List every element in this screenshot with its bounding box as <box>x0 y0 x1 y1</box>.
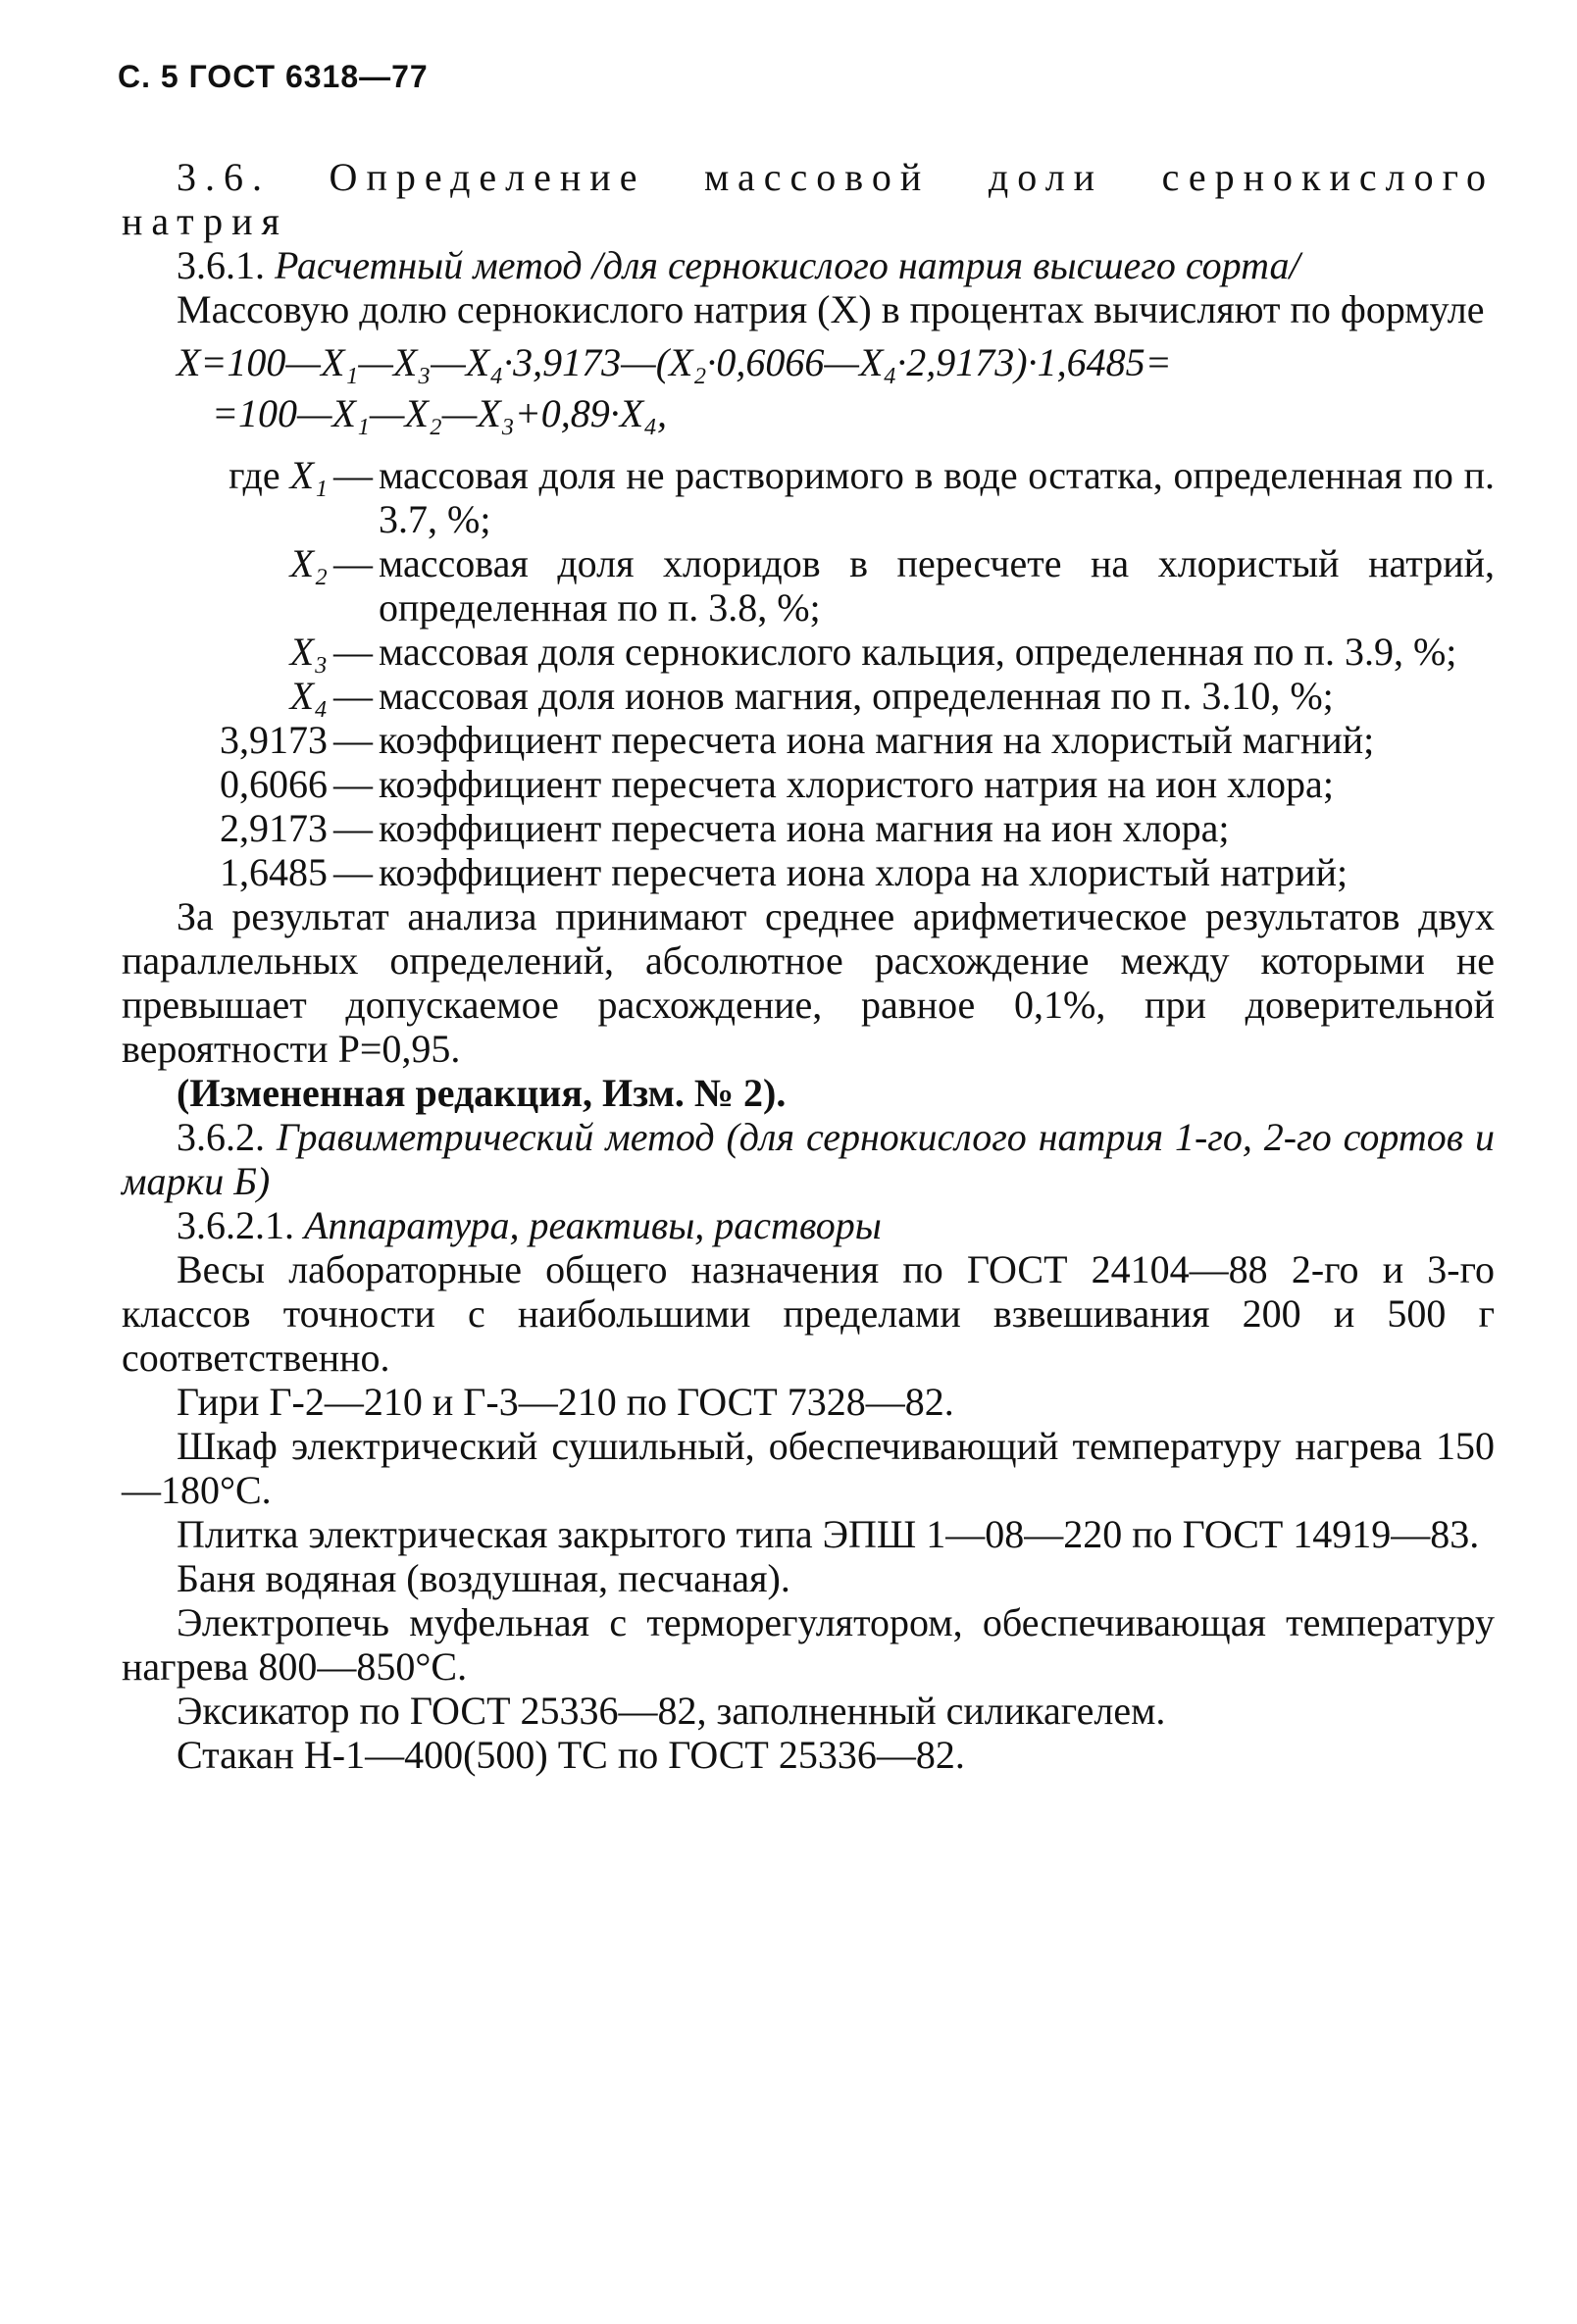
section-3-6-2-heading <box>122 1115 1495 1203</box>
definition-text: массовая доля хлоридов в пересчете на хлористый натрий, определенная по п. 3.8, %; <box>379 541 1495 630</box>
symbol-x1: X₁ <box>289 453 328 497</box>
section-3-6-2-1-heading <box>122 1203 1495 1247</box>
definition-text: коэффициент пересчета иона магния на ион хлора; <box>379 806 1230 850</box>
result-paragraph: За результат анализа принимают среднее арифметическое результатов двух параллельных определений, абсолютное расхождение между которыми не превышает допускаемое расхождение, равное 0,1%, при доверительной вероятности P=0,95. <box>122 894 1495 1071</box>
section-3-6-1-heading <box>122 243 1495 287</box>
section-3-6-title: 3.6. Определение массовой доли сернокислого натрия <box>122 155 1495 243</box>
definition-symbol: X₃ <box>289 630 328 674</box>
definitions-list <box>122 453 1495 894</box>
em-dash: — <box>333 850 373 894</box>
formula-line-2: =100—X₁—X₂—X₃+0,89·X₄, <box>212 391 668 435</box>
definition-text: массовая доля сернокислого кальция, определенная по п. 3.9, %; <box>379 630 1457 674</box>
definition-row <box>122 762 1495 806</box>
em-dash: — <box>333 541 373 585</box>
equipment-item: Плитка электрическая закрытого типа ЭПШ 1—08—220 по ГОСТ 14919—83. <box>177 1512 1480 1556</box>
equipment-item: Эксикатор по ГОСТ 25336—82, заполненный силикагелем. <box>177 1689 1166 1733</box>
section-3-6-2-1-title: Аппаратура, реактивы, растворы <box>304 1203 882 1247</box>
definition-text: коэффициент пересчета иона магния на хлористый магний; <box>379 718 1375 762</box>
section-3-6-2-title: Гравиметрический метод (для сернокислого натрия 1-го, 2-го сортов и марки Б) <box>122 1115 1495 1203</box>
section-3-6-2-1-number: 3.6.2.1. <box>177 1203 294 1247</box>
formula-block <box>122 337 1495 439</box>
definition-row <box>122 718 1495 762</box>
definition-symbol: 1,6485 <box>220 850 328 894</box>
section-3-6-1-number: 3.6.1. <box>177 243 265 287</box>
em-dash: — <box>333 806 373 850</box>
em-dash: — <box>333 718 373 762</box>
equipment-item: Шкаф электрический сушильный, обеспечивающий температуру нагрева 150—180°С. <box>122 1424 1495 1512</box>
where-word: где <box>229 453 280 497</box>
equipment-item: Стакан Н-1—400(500) ТС по ГОСТ 25336—82. <box>177 1733 965 1777</box>
definition-symbol: 3,9173 <box>220 718 328 762</box>
em-dash: — <box>333 630 373 674</box>
definition-row <box>122 541 1495 630</box>
definition-row <box>122 850 1495 894</box>
definition-text: массовая доля ионов магния, определенная по п. 3.10, %; <box>379 674 1334 718</box>
definition-symbol: X₂ <box>289 541 328 585</box>
definition-symbol <box>122 453 328 541</box>
definition-row <box>122 630 1495 674</box>
running-header: С. 5 ГОСТ 6318—77 <box>118 59 429 94</box>
equipment-item: Гири Г-2—210 и Г-3—210 по ГОСТ 7328—82. <box>177 1380 954 1424</box>
section-3-6-1-title: Расчетный метод /для сернокислого натрия высшего сорта/ <box>275 243 1300 287</box>
definition-row <box>122 806 1495 850</box>
document-body <box>122 155 1495 1777</box>
equipment-item: Электропечь муфельная с терморегулятором, обеспечивающая температуру нагрева 800—850°С. <box>122 1600 1495 1689</box>
definition-text: коэффициент пересчета иона хлора на хлористый натрий; <box>379 850 1348 894</box>
formula-intro: Массовую долю сернокислого натрия (X) в процентах вычисляют по формуле <box>177 287 1485 331</box>
definition-symbol: X₄ <box>289 674 328 718</box>
definition-symbol: 0,6066 <box>220 762 328 806</box>
definition-text: массовая доля не растворимого в воде остатка, определенная по п. 3.7, %; <box>379 453 1495 541</box>
section-3-6-2-number: 3.6.2. <box>177 1115 265 1159</box>
formula-line-1: X=100—X₁—X₃—X₄·3,9173—(X₂·0,6066—X₄·2,9173)·1,6485= <box>177 340 1172 384</box>
equipment-item: Весы лабораторные общего назначения по ГОСТ 24104—88 2-го и 3-го классов точности с наибольшими пределами взвешивания 200 и 500 г соответственно. <box>122 1247 1495 1380</box>
definition-row <box>122 674 1495 718</box>
em-dash: — <box>333 674 373 718</box>
definition-symbol: 2,9173 <box>220 806 328 850</box>
amendment-note: (Измененная редакция, Изм. № 2). <box>177 1071 787 1115</box>
definition-row <box>122 453 1495 541</box>
equipment-item: Баня водяная (воздушная, песчаная). <box>177 1556 790 1600</box>
em-dash: — <box>333 453 373 497</box>
em-dash: — <box>333 762 373 806</box>
definition-text: коэффициент пересчета хлористого натрия на ион хлора; <box>379 762 1334 806</box>
